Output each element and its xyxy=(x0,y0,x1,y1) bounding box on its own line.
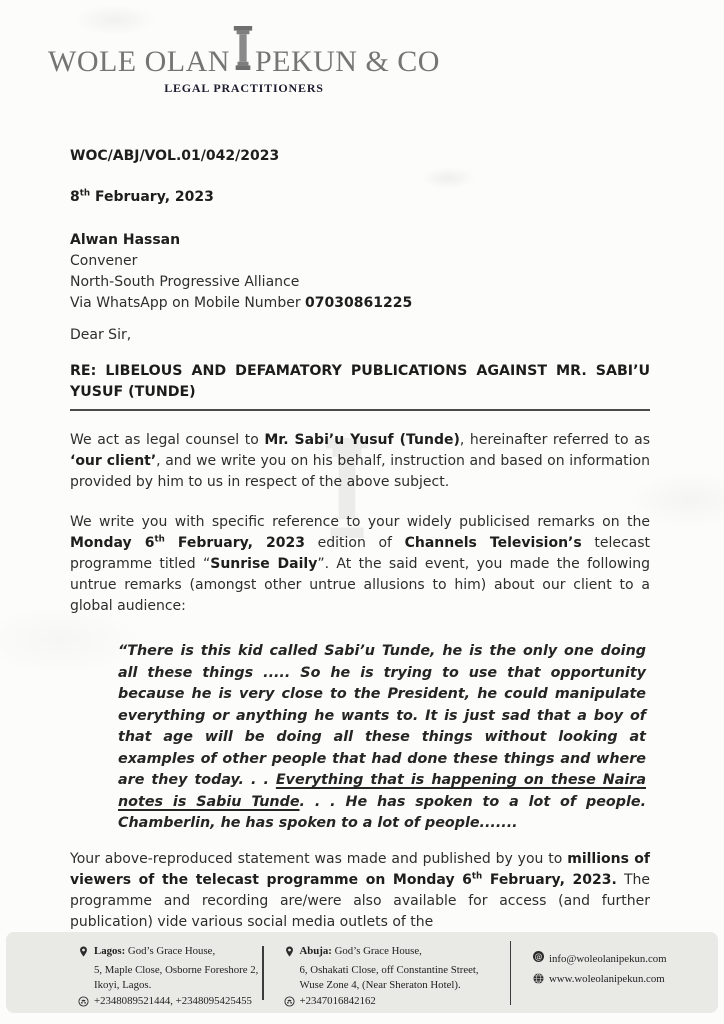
contact-email-line xyxy=(533,949,718,969)
firm-name xyxy=(48,26,440,77)
letter-date: 8th February, 2023 xyxy=(70,188,214,205)
salutation: Dear Sir, xyxy=(70,327,132,343)
globe-icon xyxy=(533,971,544,991)
abuja-city-line xyxy=(284,944,510,963)
abuja-phones: +2347016842162 xyxy=(299,994,376,1007)
quoted-remarks: “There is this kid called Sabi’u Tunde, he is the only one doing all these things ..... So he is trying to use that opportunity because he is very close to the President, he could manipulate everything or anything he wants to. It is just sad that a boy of that age will be doing all these things without looking at examples of other people that had done these things and where are they today. . . Everything that is happening on these Naira notes is Sabiu Tunde. . . He has spoken to a lot of people. Chamberlin, he has spoken to a lot of people....... xyxy=(118,643,646,831)
map-pin-icon xyxy=(78,946,89,963)
abuja-address-line2: Wuse Zone 4, (Near Sheraton Hotel). xyxy=(299,979,461,991)
contact-website: www.woleolanipekun.com xyxy=(549,973,665,985)
phone-icon xyxy=(78,996,89,1013)
pillar-column-icon xyxy=(232,26,254,76)
firm-tagline: LEGAL PRACTITIONERS xyxy=(164,81,324,95)
lagos-phone-line xyxy=(78,994,262,1013)
phone-icon xyxy=(284,996,295,1013)
lagos-phones: +2348089521444, +2348095425455 xyxy=(94,994,252,1007)
recipient-via-line: Via WhatsApp on Mobile Number 07030861225 xyxy=(70,295,413,311)
reference-number: WOC/ABJ/VOL.01/042/2023 xyxy=(70,148,280,164)
footer-lagos-office xyxy=(6,932,262,1013)
abuja-phone-line xyxy=(284,994,510,1013)
paragraph-reference: We write you with specific reference to your widely publicised remarks on the Monday 6th February, 2023 edition of Channels Television’s telecast programme titled “Sunrise Daily”. At the said event, you made the following untrue remarks (amongst other untrue allusions to him) about our client to a global audience: xyxy=(70,514,651,614)
email-at-icon: @ xyxy=(534,951,543,961)
firm-name-right: PEKUN & CO xyxy=(254,45,440,78)
contact-email: info@woleolanipekun.com xyxy=(549,953,667,965)
subject-heading: RE: LIBELOUS AND DEFAMATORY PUBLICATIONS AGAINST MR. SABI’U YUSUF (TUNDE) xyxy=(70,361,650,411)
footer-abuja-office xyxy=(264,932,510,1013)
abuja-address-line: 6, Oshakati Close, off Constantine Street, xyxy=(299,963,479,976)
recipient-title: Convener xyxy=(70,253,138,269)
lagos-address-line: 5, Maple Close, Osborne Foreshore 2, xyxy=(94,963,259,976)
recipient-block xyxy=(70,230,650,314)
paragraph-publication: Your above-reproduced statement was made and published by you to millions of viewers of the telecast programme on Monday 6th February, 2023. The programme and recording are/were also available for access (and further publication) vide various social media outlets of the xyxy=(70,850,650,930)
letterhead xyxy=(0,0,440,96)
lagos-city-text: Lagos: God’s Grace House, xyxy=(94,945,216,957)
letter-footer xyxy=(6,932,718,1013)
contact-website-line xyxy=(533,969,718,991)
recipient-organisation: North-South Progressive Alliance xyxy=(70,274,300,290)
lagos-city-line xyxy=(78,944,262,963)
letter-body xyxy=(70,146,650,933)
footer-contact xyxy=(511,932,718,1013)
recipient-name: Alwan Hassan xyxy=(70,232,181,248)
map-pin-icon xyxy=(284,946,295,963)
abuja-city-text: Abuja: God’s Grace House, xyxy=(299,945,422,957)
firm-name-left: WOLE OLAN xyxy=(48,45,230,78)
paragraph-counsel: We act as legal counsel to Mr. Sabi’u Yusuf (Tunde), hereinafter referred to as ‘our client’, and we write you on his behalf, instruction and based on information provided by him to us in respect of the above subject. xyxy=(70,432,650,490)
lagos-address-line2: Ikoyi, Lagos. xyxy=(94,979,152,991)
